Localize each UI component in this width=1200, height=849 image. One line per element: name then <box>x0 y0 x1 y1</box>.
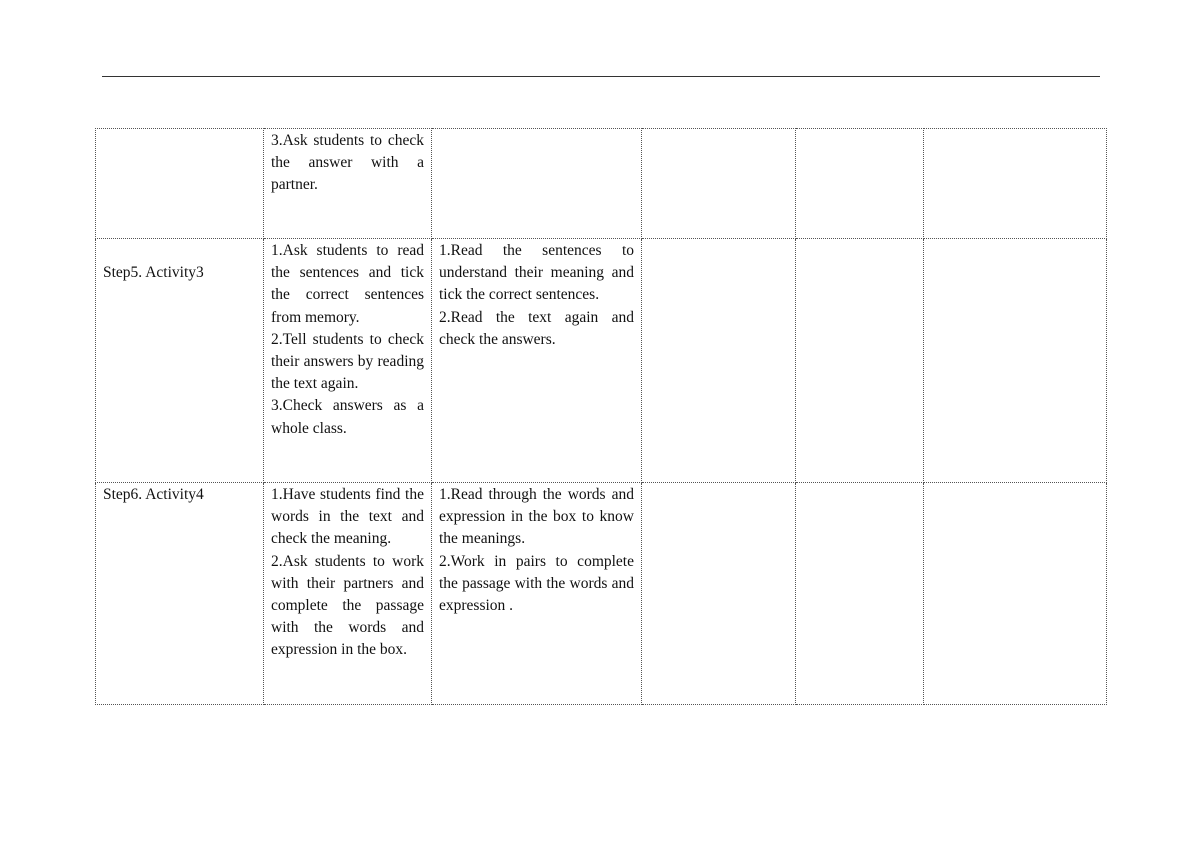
empty-cell <box>796 129 924 239</box>
student-activity-line: 1.Read through the words and expression in the box to know the meanings. <box>439 486 634 548</box>
student-activity-cell <box>432 483 642 705</box>
table-row <box>96 483 1107 705</box>
teacher-activity-line: 1.Have students find the words in the text and check the meaning. <box>271 486 424 548</box>
empty-cell <box>642 483 796 705</box>
teacher-activity-line: 2.Ask students to work with their partners and complete the passage with the words and expression in the box. <box>271 552 424 659</box>
step-cell <box>96 129 264 239</box>
student-activity-cell <box>432 129 642 239</box>
student-activity-line: 1.Read the sentences to understand their meaning and tick the correct sentences. <box>439 242 634 304</box>
empty-cell <box>642 239 796 483</box>
header-rule <box>102 76 1100 77</box>
empty-cell <box>796 239 924 483</box>
table-row <box>96 239 1107 483</box>
teacher-activity-line: 3.Check answers as a whole class. <box>271 397 424 437</box>
step-label: Step5. Activity3 <box>103 264 204 281</box>
teacher-activity-line: 1.Ask students to read the sentences and tick the correct sentences from memory. <box>271 242 424 326</box>
lesson-plan-table <box>95 128 1107 705</box>
step-cell <box>96 239 264 483</box>
teacher-activity-cell <box>264 239 432 483</box>
empty-cell <box>642 129 796 239</box>
table-row <box>96 129 1107 239</box>
student-activity-line: 2.Read the text again and check the answers. <box>439 308 634 348</box>
teacher-activity-cell <box>264 483 432 705</box>
empty-cell <box>924 129 1107 239</box>
teacher-activity-line: 2.Tell students to check their answers by reading the text again. <box>271 330 424 393</box>
step-cell: Step6. Activity4 <box>96 483 264 705</box>
student-activity-line: 2.Work in pairs to complete the passage with the words and expression . <box>439 552 634 615</box>
empty-cell <box>796 483 924 705</box>
teacher-activity-line: 3.Ask students to check the answer with a partner. <box>271 132 424 194</box>
student-activity-cell <box>432 239 642 483</box>
empty-cell <box>924 239 1107 483</box>
empty-cell <box>924 483 1107 705</box>
teacher-activity-cell <box>264 129 432 239</box>
spacer <box>103 240 256 262</box>
